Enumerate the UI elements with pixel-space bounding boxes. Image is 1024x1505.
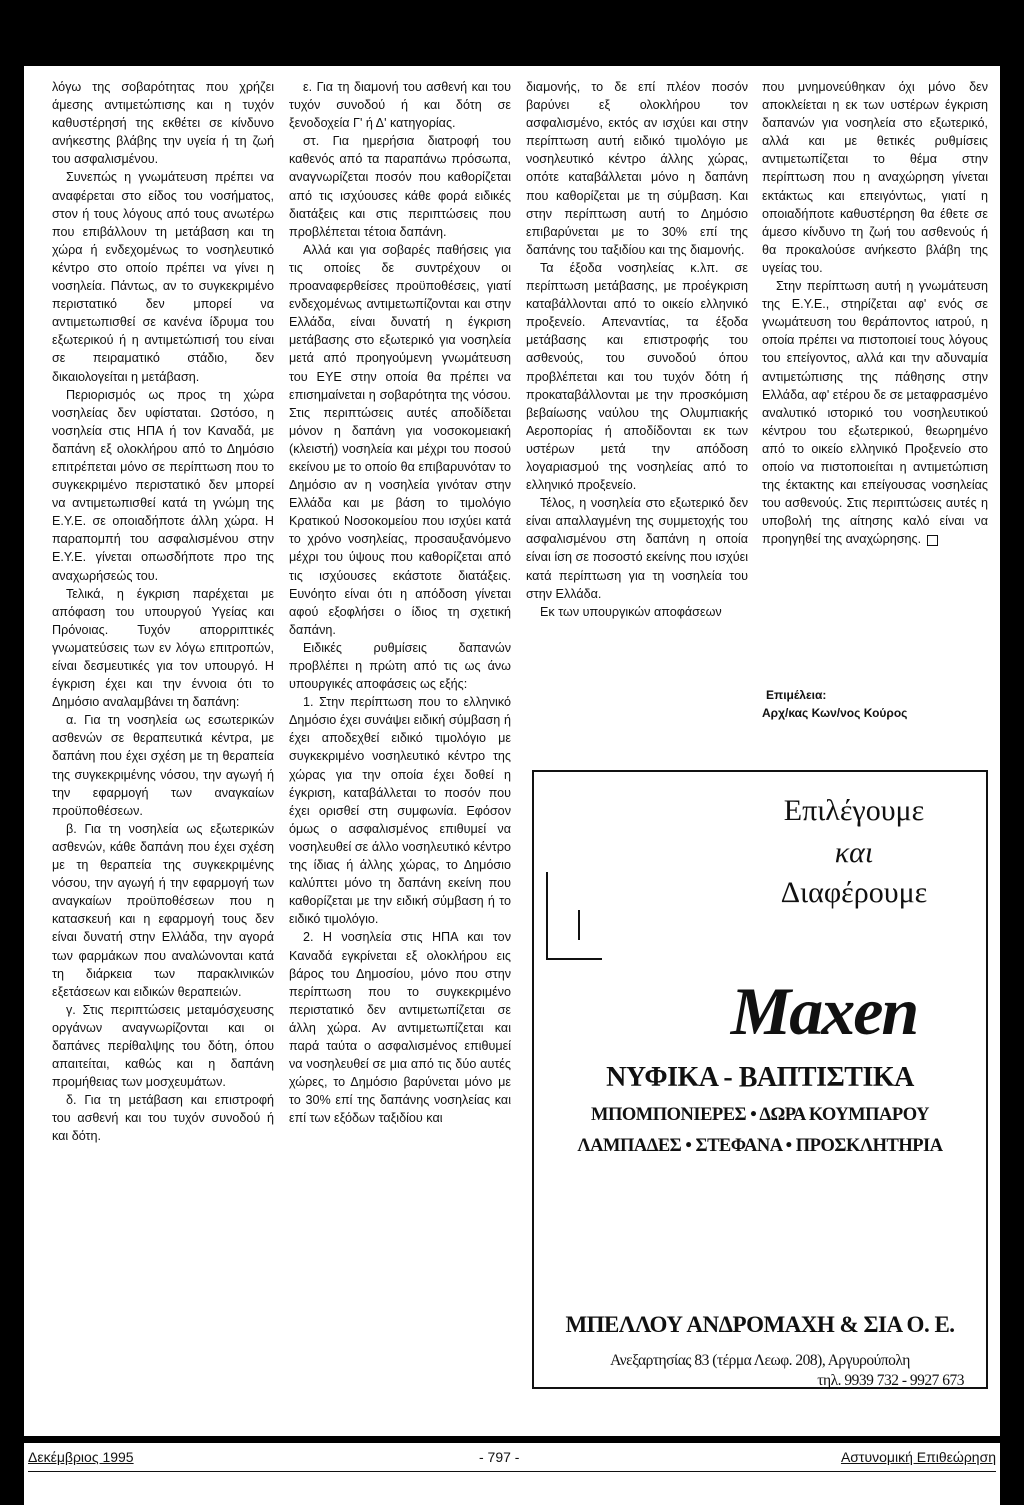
text-column-1 (52, 78, 274, 1146)
article-paragraph (526, 78, 748, 259)
paragraph-text: Ειδικές ρυθμίσεις δαπανών προβλέπει η πρώτη από τις ως άνω υπουργικές αποφάσεις ως εξής: (289, 640, 511, 692)
paragraph-text: Εκ των υπουργικών αποφάσεων (540, 604, 722, 619)
article-paragraph (52, 820, 274, 1001)
ad-company-name: ΜΠΕΛΛΟΥ ΑΝΔΡΟΜΑΧΗ & ΣΙΑ Ο. Ε. (565, 1312, 955, 1337)
ad-frame-line (578, 910, 580, 940)
article-paragraph (762, 277, 988, 548)
paragraph-text: Στην περίπτωση αυτή η γνωμάτευση της Ε.Υ.Ε., στηρίζεται αφ' ενός σε γνωμάτευση του θεράποντος ιατρού, η οποία πρέπει να πιστοποιεί τους λόγους του επείγοντος, αλλά και την αδυναμία αντιμετώπισης της πάθησης στην Ελλάδα, αφ' ετέρου δε σε μεταφρασμένο αναλυτικό ιστορικό του νοσηλευτικού κέντρου του εξωτερικού, θεωρημένο από το οικείο ελληνικό Προξενείο στο οποίο να πιστοποιείται η αντιμετώπιση της έκτακτης και επείγουσας νοσηλείας του ασθενούς. Στις περιπτώσεις αυτές η υποβολή της αίτησης καλό είναι να προηγηθεί της αναχώρησης. (762, 279, 988, 547)
paragraph-text: 2. Η νοσηλεία στις ΗΠΑ και τον Καναδά εγκρίνεται εξ ολοκλήρου εις βάρος του Δημοσίου, μόνο που στην περίπτωση που το συγκεκριμένο περιστατικό δεν αντιμετωπίζεται σε άλλη χώρα. Αν αντιμετωπίζεται και παρά ταύτα ο ασφαλισμένος επιθυμεί να νοσηλευθεί σε μια από τις δύο αυτές χώρες, το Δημόσιο βαρύνεται μόνο με το 30% επί της δαπάνης νοσηλείας και επί των εξόδων ταξιδίου και (289, 930, 511, 1126)
text-column-3 (526, 78, 748, 621)
ad-phone: τηλ. 9939 732 - 9927 673 (817, 1372, 964, 1389)
page-footer (24, 1443, 1000, 1505)
article-paragraph (52, 78, 274, 168)
magazine-page (24, 66, 1000, 1436)
ad-products-line-1: ΝΥΦΙΚΑ - ΒΑΠΤΙΣΤΙΚΑ (606, 1062, 914, 1093)
editor-credit (762, 686, 988, 722)
article-paragraph (526, 603, 748, 621)
article-paragraph (289, 241, 511, 639)
ad-products-line-2: ΜΠΟΜΠΟΝΙΕΡΕΣ • ΔΩΡΑ ΚΟΥΜΠΑΡΟΥ (591, 1105, 929, 1125)
ad-slogan-line-3: Διαφέρουμε (780, 876, 928, 909)
paragraph-text: β. Για τη νοσηλεία ως εξωτερικών ασθενών, κάθε δαπάνη που έχει σχέση με τη θεραπεία της συγκεκριμένης νόσου, την αγωγή ή την εφαρμογή των αναγκαίων προϋποθέσεων που η κατασκευή και η εφαρμογή τους δεν είναι δυνατή στην Ελλάδα, την αγορά των φαρμάκων που αναλώνονται κατά τη διάρκεια των παρακλινικών εξετάσεων και ειδικών θεραπειών. (52, 821, 274, 999)
footer-rule (28, 1471, 996, 1472)
ad-products-line-3: ΛΑΜΠΑΔΕΣ • ΣΤΕΦΑΝΑ • ΠΡΟΣΚΛΗΤΗΡΙΑ (577, 1136, 943, 1156)
paragraph-text: Τα έξοδα νοσηλείας κ.λπ. σε περίπτωση μετάβασης, με προέγκριση καταβάλλονται από το οικείο ελληνικό προξενείο. Απεναντίας, τα έξοδα μετάβασης και επιστροφής του ασθενούς, του συνοδού όπου προβλέπεται και του τυχόν δότη ή προκαταβάλλονται με την προσκόμιση βεβαίωσης ναύλου της Ολυμπιακής Αεροπορίας ή αποδίδονται εκ των υστέρων μετά την απόδοση λογαριασμού της νοσηλείας από το ελληνικό προξενείο. (526, 260, 748, 493)
article-paragraph (762, 78, 988, 277)
paragraph-text: διαμονής, το δε επί πλέον ποσόν βαρύνει εξ ολοκλήρου τον ασφαλισμένο, εκτός αν ισχύει και στην περίπτωση αυτή ειδικό τιμολόγιο με νοσηλευτικό κέντρο άλλης χώρας, οπότε καταβάλλεται μόνο η δαπάνη που καθορίζεται με τη σύμβαση. Και στην περίπτωση αυτή το Δημόσιο επιβαρύνεται με το 30% επί της δαπάνης του ταξιδίου και της διαμονής. (526, 80, 748, 257)
advertisement (532, 770, 988, 1389)
paragraph-text: 1. Στην περίπτωση που το ελληνικό Δημόσιο έχει συνάψει ειδική σύμβαση ή έχει αποδεχθεί ειδικό τιμολόγιο με συγκεκριμένο νοσηλευτικό κέντρο της χώρας για την οποία έχει δοθεί η έγκριση, καταβάλλεται το ποσόν που έχει ορισθεί στη συμφωνία. Εφόσον όμως ο ασφαλισμένος επιθυμεί να νοσηλευθεί σε άλλο νοσηλευτικό κέντρο της ίδιας ή άλλης χώρας, το Δημόσιο καλύπτει μόνο τη δαπάνη εκείνη που καθορίζεται με την ειδική σύμβαση ή το ειδικό τιμολόγιο. (289, 695, 511, 927)
article-paragraph (526, 494, 748, 603)
editor-name: Αρχ/κας Κων/νος Κούρος (762, 706, 908, 720)
ad-slogan-line-2: και (834, 836, 874, 869)
article-paragraph (52, 386, 274, 585)
article-paragraph (289, 639, 511, 693)
paragraph-text: Τελικά, η έγκριση παρέχεται με απόφαση του υπουργού Υγείας και Πρόνοιας. Τυχόν απορριπτικές γνωματεύσεις των εν λόγω επιτροπών, είναι δεσμευτικές για τον υπουργό. Η έγκριση έχει και την έννοια ότι το Δημόσιο αναλαμβάνει τη δαπάνη: (52, 586, 274, 710)
article-paragraph (52, 585, 274, 712)
article-paragraph (52, 1091, 274, 1145)
ad-slogan-line-1: Επιλέγουμε (783, 794, 925, 827)
paragraph-text: ε. Για τη διαμονή του ασθενή και του τυχόν συνοδού ή και δότη σε ξενοδοχεία Γ' ή Δ' κατηγορίας. (289, 80, 511, 131)
article-paragraph (526, 259, 748, 494)
ad-frame-line (546, 872, 548, 960)
paragraph-text: Αλλά και για σοβαρές παθήσεις για τις οποίες δε συντρέχουν οι προαναφερθείσες προϋποθέσεις, γιατί ενδεχομένως αντιμετωπίζονται και στην Ελλάδα, είναι δυνατή η έγκριση μετάβασης στο εξωτερικό για νοσηλεία μετά από προηγούμενη γνωμάτευση του ΕΥΕ στην οποία θα πρέπει να επισημαίνεται η σοβαρότητα της νόσου. Στις περιπτώσεις αυτές αποδίδεται μόνον η δαπάνη για νοσοκομειακή (κλειστή) νοσηλεία και μέχρι του ποσού εκείνου με το οποίο θα επιβαρυνόταν το Δημόσιο αν η νοσηλεία γινόταν στην Ελλάδα και με βάση το τιμολόγιο Κρατικού Νοσοκομείου που ισχύει κατά το χρόνο νοσηλείας, προσαυξανόμενο μέχρι του ύψους που καθορίζεται από τις ισχύουσες εκάστοτε διατάξεις. Ευνόητο είναι ότι η απόδοση γίνεται αφού εξοφλήσει ο ίδιος τη σχετική δαπάνη. (289, 242, 511, 637)
paragraph-text: στ. Για ημερήσια διατροφή του καθενός από τα παραπάνω πρόσωπα, αναγνωρίζεται ποσόν που καθορίζεται από τις ισχύουσες κάθε φορά ειδικές διατάξεις και στις περιπτώσεις που προβλέπεται τέτοια δαπάνη. (289, 134, 511, 239)
article-paragraph (52, 711, 274, 820)
text-column-2 (289, 78, 511, 1127)
ad-address: Ανεξαρτησίας 83 (τέρμα Λεωφ. 208), Αργυρούπολη (610, 1352, 910, 1369)
end-of-article-icon (927, 535, 938, 546)
paragraph-text: που μνημονεύθηκαν όχι μόνο δεν αποκλείεται η εκ των υστέρων έγκριση δαπανών για νοσηλεία στο εξωτερικό, αλλά και με θετικές ρυθμίσεις αντιμετωπίζεται το θέμα στην περίπτωση που η αναχώρηση γίνεται εκτάκτως και επειγόντως, γιατί η οποιαδήποτε καθυστέρηση θα έθετε σε άμεσο κίνδυνο τη ζωή του ασθενούς ή θα προκαλούσε ανήκεστο βλάβη της υγείας του. (762, 80, 988, 275)
article-paragraph (289, 928, 511, 1127)
article-paragraph (289, 693, 511, 928)
paragraph-text: Συνεπώς η γνωμάτευση πρέπει να αναφέρεται στο είδος του νοσήματος, στον ή τους λόγους από τους ανωτέρω που επιβάλλουν τη μετάβαση και τη χώρα ή ενδεχομένως το νοσηλευτικό κέντρο στο οποίο πρέπει να γίνει η νοσηλεία. Πάντως, αν το συγκεκριμένο περιστατικό δεν μπορεί να αντιμετωπισθεί σε κανένα ίδρυμα του εξωτερικού ή η αντιμετώπισή του είναι σε πειραματικό στάδιο, δεν δικαιολογείται η μετάβαση. (52, 170, 274, 384)
magazine-title: Αστυνομική Επιθεώρηση (840, 1449, 996, 1465)
paragraph-text: γ. Στις περιπτώσεις μεταμόσχευσης οργάνων αναγνωρίζονται και οι δαπάνες περίθαλψης του δότη, όπου απαιτείται, καθώς και η δαπάνη προμήθειας των μοσχευμάτων. (52, 1002, 274, 1090)
paragraph-text: α. Για τη νοσηλεία ως εσωτερικών ασθενών σε θεραπευτικά κέντρα, με δαπάνη που έχει σχέση με τη θεραπεία της συγκεκριμένης νόσου, την αγωγή ή την εφαρμογή των αναγκαίων προϋποθέσεων. (52, 713, 274, 818)
editor-label: Επιμέλεια: (766, 688, 827, 702)
footer-date: Δεκέμβριος 1995 (28, 1449, 134, 1465)
article-paragraph (52, 168, 274, 385)
ad-frame-line (546, 958, 602, 960)
paragraph-text: λόγω της σοβαρότητας που χρήζει άμεσης αντιμετώπισης και η τυχόν καθυστέρησή της εκθέτει σε κίνδυνο ανήκεστης βλάβης την υγεία ή τη ζωή του ασφαλισμένου. (52, 80, 274, 167)
article-paragraph (289, 132, 511, 241)
ad-brand-logo: Maxen (730, 973, 918, 1049)
paragraph-text: Περιορισμός ως προς τη χώρα νοσηλείας δεν υφίσταται. Ωστόσο, η νοσηλεία στις ΗΠΑ ή τον Καναδά, με δαπάνη εξ ολοκλήρου από το Δημόσιο επιτρέπεται μόνο σε περίπτωση που το συγκεκριμένο περιστατικό δεν μπορεί να αντιμετωπισθεί κατά τη γνώμη της Ε.Υ.Ε. σε οποιαδήποτε άλλη χώρα. Η παραπομπή του ασφαλισμένου στην Ε.Υ.Ε. γίνεται οπωσδήποτε προ της αναχωρήσεώς του. (52, 387, 274, 583)
article-paragraph (289, 78, 511, 132)
paragraph-text: Τέλος, η νοσηλεία στο εξωτερικό δεν είναι απαλλαγμένη της συμμετοχής του ασφαλισμένου στη δαπάνη η οποία είναι ίση σε ποσοστό εκείνης που ισχύει κατά περίπτωση για τη νοσηλεία του στην Ελλάδα. (526, 496, 748, 601)
paragraph-text: δ. Για τη μετάβαση και επιστροφή του ασθενή και του τυχόν συνοδού ή και δότη. (52, 1093, 274, 1144)
text-column-4 (762, 78, 988, 548)
page-number: - 797 - (479, 1449, 520, 1465)
article-paragraph (52, 1001, 274, 1091)
